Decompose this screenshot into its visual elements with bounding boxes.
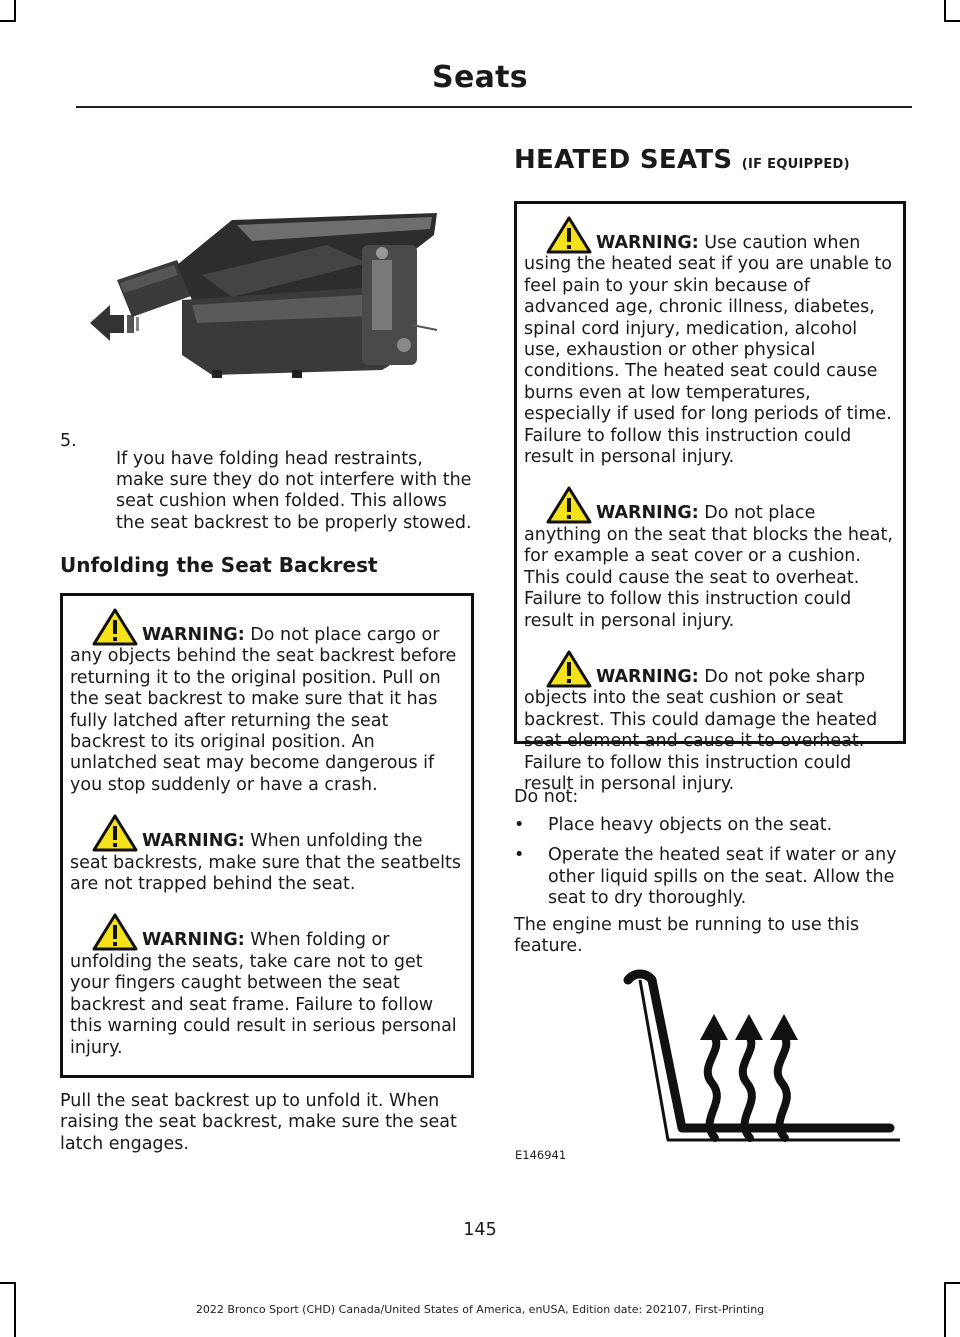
warning-text: Use caution when using the heated seat if you are unable to feel pain to your skin because of advanced age, chronic illness, diabetes, spinal cord injury, medication, alcohol use, exhaustion or other physical conditions. The heated seat could cause burns even at low temperatures, especially if used for long periods of time. Failure to follow this instruction could result in personal injury. bbox=[524, 233, 892, 468]
warning-label: WARNING: bbox=[596, 666, 699, 687]
do-not-list bbox=[514, 815, 909, 919]
warning-box-right bbox=[514, 201, 906, 794]
warning-item bbox=[524, 216, 897, 468]
list-item-text: Place heavy objects on the seat. bbox=[548, 815, 833, 835]
crop-mark bbox=[944, 1282, 960, 1284]
page-number: 145 bbox=[463, 1220, 497, 1240]
warning-item bbox=[70, 913, 465, 1058]
crop-mark bbox=[944, 0, 946, 22]
heated-seat-icon bbox=[620, 968, 910, 1168]
crop-mark bbox=[0, 20, 16, 22]
step-5 bbox=[60, 431, 476, 552]
heated-seat-figure bbox=[620, 968, 910, 1168]
seat-backrest-figure bbox=[82, 205, 442, 380]
engine-note: The engine must be running to use this feature. bbox=[514, 915, 860, 957]
do-not-label: Do not: bbox=[514, 787, 579, 807]
heading-suffix: (IF EQUIPPED) bbox=[741, 157, 850, 172]
crop-mark bbox=[14, 0, 16, 22]
crop-mark bbox=[0, 1282, 16, 1284]
list-item bbox=[514, 845, 909, 909]
page-title: Seats bbox=[432, 60, 528, 95]
list-item bbox=[514, 815, 909, 836]
figure-code: E146941 bbox=[515, 1148, 567, 1162]
section-heading bbox=[514, 145, 850, 175]
heading-text: HEATED SEATS bbox=[514, 145, 733, 175]
header-divider bbox=[76, 106, 912, 108]
crop-mark bbox=[944, 20, 960, 22]
warning-item bbox=[70, 608, 465, 796]
warning-text: When folding or unfolding the seats, take care not to get your fingers caught between the seat backrest and seat frame. Failure to follow this warning could result in serious personal injury. bbox=[70, 930, 457, 1058]
warning-text: Do not poke sharp objects into the seat cushion or seat backrest. This could damage the heated seat element and cause it to overheat. Failure to follow this instruction could result in personal injury. bbox=[524, 666, 878, 794]
warning-label: WARNING: bbox=[142, 930, 245, 951]
warning-triangle-icon bbox=[92, 608, 138, 646]
bullet-glyph: • bbox=[514, 845, 525, 866]
section-subheading: Unfolding the Seat Backrest bbox=[60, 553, 378, 577]
warning-label: WARNING: bbox=[596, 233, 699, 253]
warning-triangle-icon bbox=[92, 814, 138, 852]
warning-triangle-icon bbox=[546, 216, 592, 254]
warning-label: WARNING: bbox=[142, 625, 245, 645]
bullet-glyph: • bbox=[514, 815, 525, 835]
warning-box-left bbox=[60, 593, 474, 1078]
page-footer: 2022 Bronco Sport (CHD) Canada/United States of America, enUSA, Edition date: 202107, First-Printing bbox=[195, 1303, 765, 1316]
warning-triangle-icon bbox=[546, 486, 592, 524]
step-text: If you have folding head restraints, make sure they do not interfere with the seat cushion when folded. This allows the seat backrest to be properly stowed. bbox=[116, 448, 472, 533]
warning-triangle-icon bbox=[546, 650, 592, 688]
warning-label: WARNING: bbox=[142, 831, 245, 852]
unfold-instructions: Pull the seat backrest up to unfold it. When raising the seat backrest, make sure the seat latch engages. bbox=[60, 1091, 457, 1154]
warning-item bbox=[524, 650, 897, 795]
warning-text: Do not place cargo or any objects behind the seat backrest before returning it to the original position. Pull on the seat backrest to make sure that it has fully latched after returning the seat backrest to its original position. An unlatched seat may become dangerous if you stop suddenly or have a crash. bbox=[70, 625, 457, 795]
list-item-text: Operate the heated seat if water or any other liquid spills on the seat. Allow the seat to dry thoroughly. bbox=[548, 845, 897, 909]
warning-text: Do not place anything on the seat that blocks the heat, for example a seat cover or a cushion. This could cause the seat to overheat. Failure to follow this instruction could result in personal injury. bbox=[524, 503, 893, 631]
warning-triangle-icon bbox=[92, 913, 138, 951]
warning-label: WARNING: bbox=[596, 503, 699, 524]
warning-text: When unfolding the seat backrests, make sure that the seatbelts are not trapped behind the seat. bbox=[70, 831, 461, 895]
warning-item bbox=[524, 486, 897, 631]
step-number: 5. bbox=[60, 431, 77, 451]
warning-item bbox=[70, 814, 465, 895]
